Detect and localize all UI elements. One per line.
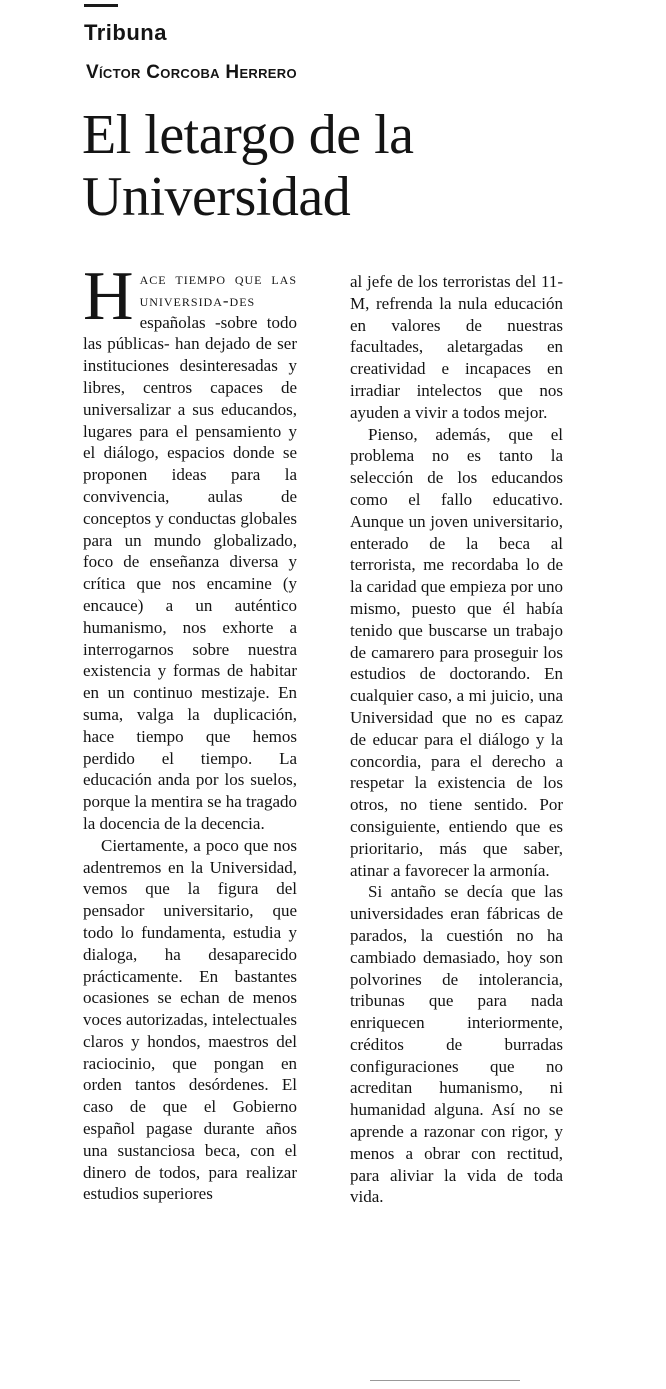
section-label: Tribuna: [84, 20, 167, 45]
author-byline: Víctor Corcoba Herrero: [86, 62, 297, 83]
paragraph-1: [83, 258, 297, 835]
article-column-right: [350, 271, 563, 1208]
top-rule: [84, 4, 118, 7]
paragraph-1-text: españolas -sobre todo las públicas- han dejado de ser instituciones desinteresadas y libres, centros capaces de universalizar a sus educandos, lugares para el pensamiento y el diálogo, espacios donde se proponen ideas para la convivencia, aulas de conceptos y conductas globales para un mundo globalizado, foco de enseñanza diversa y crítica que nos encamine (y encauce) a un auténtico humanismo, nos exhorte a interrogarnos sobre nuestra existencia y formas de habitar en un continuo mestizaje. En suma, valga la duplicación, hace tiempo que hemos perdido el tiempo. La educación anda por los suelos, porque la mentira se ha tragado la docencia de la decencia.: [83, 312, 297, 833]
paragraph-4: Si antaño se decía que las universidades eran fábricas de parados, la cuestión no ha cambiado demasiado, hoy son polvorines de intolerancia, tribunas que para nada enriquecen interiormente, créditos de burradas configuraciones que no acreditan humanismo, ni humanidad alguna. Así no se aprende a razonar con rigor, y menos a obrar con rectitud, para aliviar la vida de toda vida.: [350, 882, 563, 1207]
paragraph-2-continued: al jefe de los terroristas del 11-M, refrenda la nula educación en valores de nuestras facultades, aletargadas en creatividad e incapaces en irradiar intelectos que nos ayuden a vivir a todos mejor.: [350, 272, 563, 422]
lead-in: ace tiempo que las universida-des: [139, 269, 297, 310]
drop-cap: H: [83, 258, 134, 335]
paragraph-2: Ciertamente, a poco que nos adentremos en la Universidad, vemos que la figura del pensador universitario, que todo lo fundamenta, estudia y dialoga, ha desaparecido prácticamente. En bastantes ocasiones se echan de menos voces autorizadas, intelectuales claros y hondos, maestros del raciocinio, que pongan en orden tantos desórdenes. El caso de que el Gobierno español pagase durante años una sustanciosa beca, con el dinero de todos, para realizar estudios superiores: [83, 835, 297, 1204]
footer-rule: [370, 1380, 520, 1381]
headline: El letargo de la Universidad: [82, 104, 414, 228]
paragraph-3: Pienso, además, que el problema no es tanto la selección de los educandos como el fallo educativo. Aunque un joven universitario, enterado de la beca al terrorista, me recordaba lo de la caridad que empieza por uno mismo, puesto que él había tenido que buscarse un trabajo de camarero para proseguir los estudios de doctorando. En cualquier caso, a mi juicio, una Universidad que no es capaz de educar para el diálogo y la concordia, para el derecho a respetar la existencia de los otros, no tiene sentido. Por consiguiente, entiendo que es prioritario, más que saber, atinar a favorecer la armonía.: [350, 424, 563, 880]
article-column-left: [83, 258, 297, 1205]
